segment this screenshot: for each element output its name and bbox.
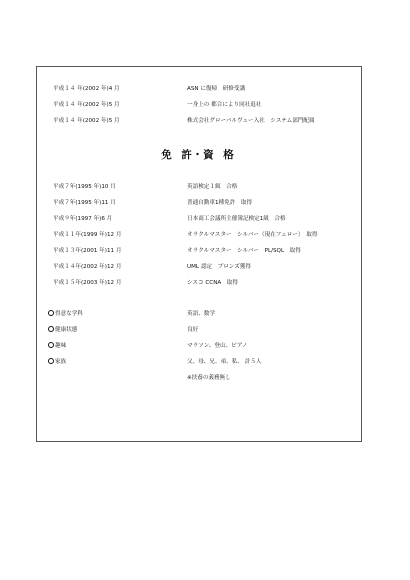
circle-bullet-icon <box>48 310 54 316</box>
profile-row <box>37 324 361 336</box>
license-row <box>37 277 361 289</box>
license-row <box>37 181 361 193</box>
profile-row <box>37 356 361 368</box>
license-text: 普通自動車1種免許 取得 <box>187 200 253 206</box>
profile-value: 良好 <box>187 327 199 333</box>
license-text: オラクルマスター シルバー（現在フェロー） 取得 <box>187 232 318 238</box>
history-date: 平成１４ 年(2002 年)5 月 <box>53 102 120 108</box>
history-row <box>37 115 361 127</box>
license-text: 英語検定１級 合格 <box>187 184 238 190</box>
history-text: ASN に復帰 研修受講 <box>187 86 246 92</box>
license-date: 平成１３年(2001 年)11 月 <box>53 248 122 254</box>
profile-label-wrap <box>48 308 83 320</box>
history-text: 株式会社グローバルヴュー入社 システム部門配属 <box>187 118 315 124</box>
license-text: オラクルマスター シルバー PL/SQL 取得 <box>187 248 301 254</box>
license-text: シスコ CCNA 取得 <box>187 280 238 286</box>
profile-label: 趣味 <box>55 343 67 349</box>
license-text: 日本商工会議所主催簿記検定1級 合格 <box>187 216 286 222</box>
profile-value: 父、母、兄、弟、私、 計５人 <box>187 359 262 365</box>
resume-page-frame <box>36 66 362 442</box>
dependents-row <box>37 372 361 384</box>
license-row <box>37 213 361 225</box>
license-date: 平成９年(1997 年)6 月 <box>53 216 113 222</box>
dependents-note: ※扶養の義務無し <box>187 375 231 381</box>
license-date: 平成７年(1995 年)11 月 <box>53 200 116 206</box>
profile-label: 健康状態 <box>55 327 78 333</box>
circle-bullet-icon <box>48 342 54 348</box>
licenses-heading: 免 許･資 格 <box>161 149 237 161</box>
license-text: UML 認定 ブロンズ獲得 <box>187 264 251 270</box>
profile-value: 英語、数学 <box>187 311 215 317</box>
history-row <box>37 83 361 95</box>
history-date: 平成１４ 年(2002 年)5 月 <box>53 118 120 124</box>
license-date: 平成１４年(2002 年)12 月 <box>53 264 122 270</box>
license-date: 平成１５年(2003 年)12 月 <box>53 280 122 286</box>
profile-label-wrap <box>48 356 66 368</box>
license-date: 平成７年(1995 年)10 月 <box>53 184 116 190</box>
circle-bullet-icon <box>48 358 54 364</box>
profile-row <box>37 308 361 320</box>
profile-label-wrap <box>48 340 66 352</box>
history-row <box>37 99 361 111</box>
history-text: 一身上の 都合により同社退社 <box>187 102 262 108</box>
profile-label: 家族 <box>55 359 67 365</box>
circle-bullet-icon <box>48 326 54 332</box>
license-row <box>37 229 361 241</box>
license-row <box>37 245 361 257</box>
profile-label: 得意な学科 <box>55 311 83 317</box>
license-date: 平成１１年(1999 年)12 月 <box>53 232 122 238</box>
history-date: 平成１４ 年(2002 年)4 月 <box>53 86 120 92</box>
profile-label-wrap <box>48 324 77 336</box>
license-row <box>37 197 361 209</box>
license-row <box>37 261 361 273</box>
profile-row <box>37 340 361 352</box>
profile-value: マラソン、登山、ピアノ <box>187 343 248 349</box>
